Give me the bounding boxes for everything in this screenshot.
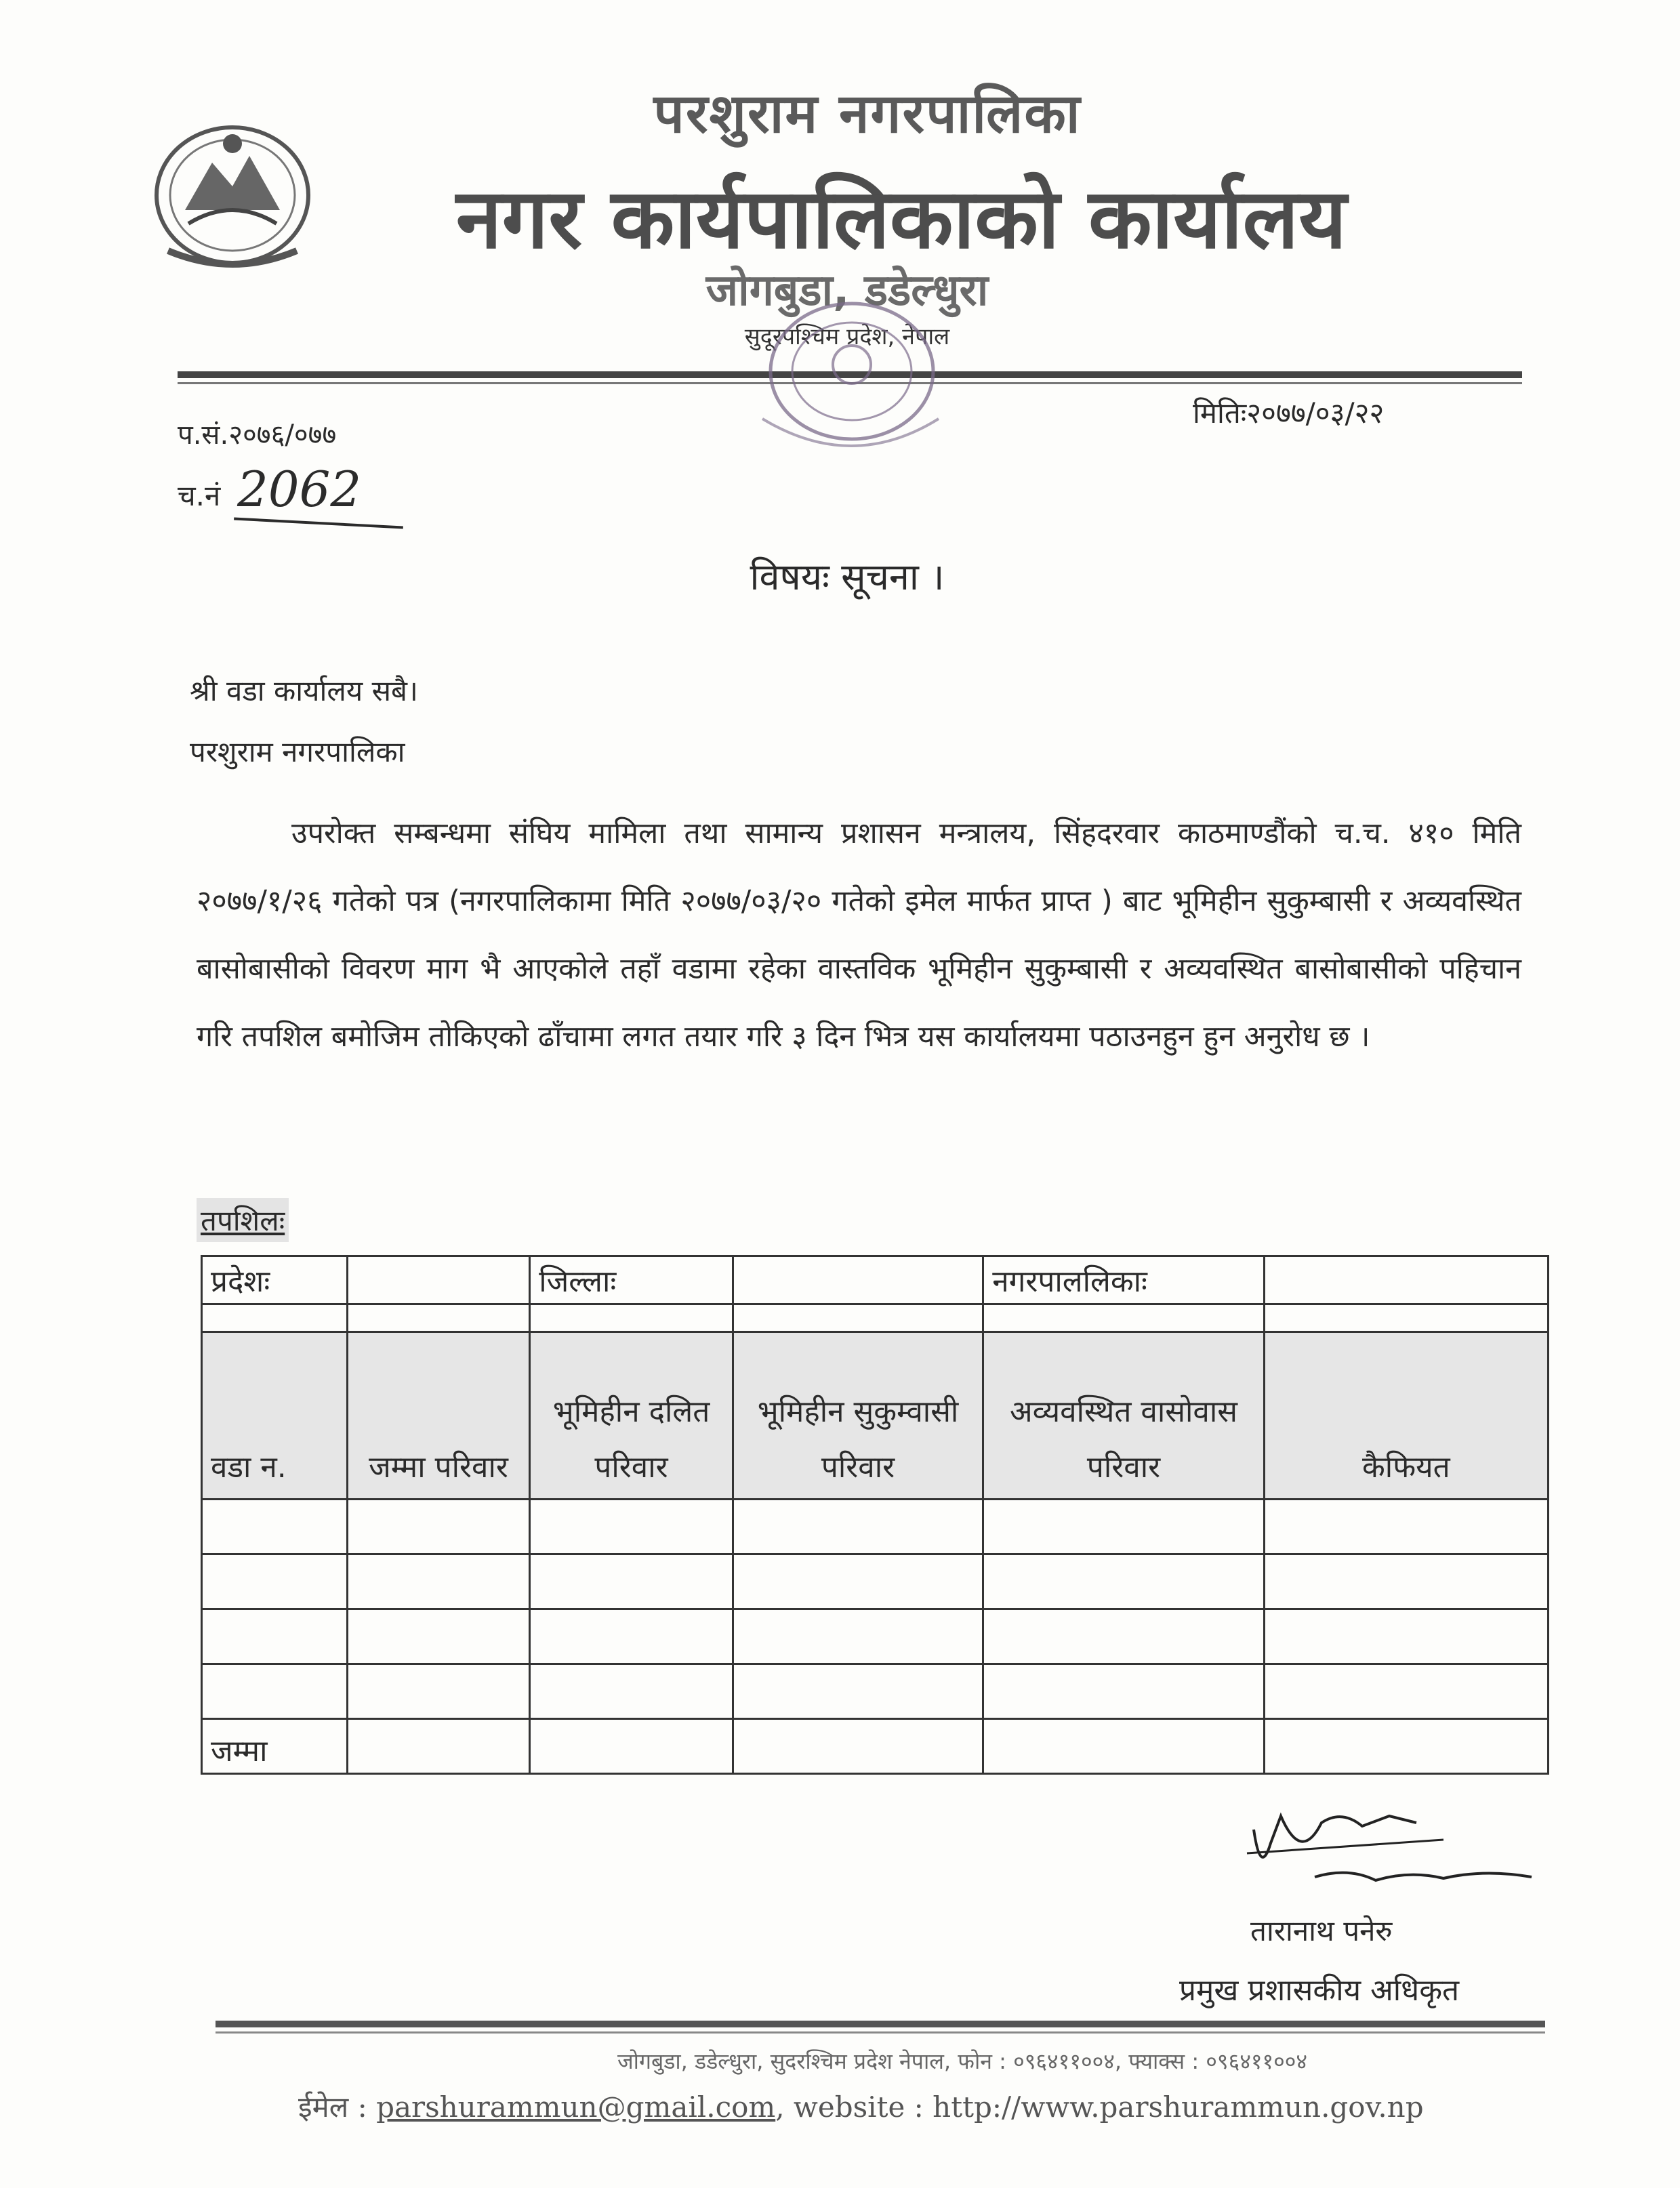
- province-value: [347, 1256, 530, 1304]
- table-row: [202, 1609, 1549, 1664]
- municipality-label: नगरपाललिकाः: [983, 1256, 1265, 1304]
- office-name: नगर कार्यपालिकाको कार्यालय: [455, 171, 1347, 267]
- table-meta-row: [202, 1256, 1549, 1304]
- letter-subject: विषयः सूचना ।: [750, 556, 945, 598]
- total-label: जम्मा: [202, 1719, 348, 1774]
- email-label: ईमेल :: [298, 2090, 367, 2124]
- table-row: [202, 1554, 1549, 1609]
- col-header-total-families: जम्मा परिवार: [347, 1332, 530, 1500]
- col-header-landless-squatter: भूमिहीन सुकुम्वासी परिवार: [733, 1332, 983, 1500]
- municipality-value: [1264, 1256, 1548, 1304]
- addressee-line-2: परशुराम नगरपालिका: [190, 735, 405, 768]
- office-province: सुदूरपश्चिम प्रदेश, नेपाल: [744, 323, 950, 350]
- office-location: जोगबुडा, डडेल्धुरा: [705, 266, 989, 316]
- table-row: [202, 1664, 1549, 1719]
- table-row: [202, 1500, 1549, 1554]
- signatory-title: प्रमुख प्रशासकीय अधिकृत: [1179, 1973, 1460, 2008]
- household-details-table: [201, 1255, 1549, 1775]
- footer-divider-thin: [216, 2031, 1545, 2034]
- details-label: तपशिलः: [197, 1198, 289, 1242]
- dispatch-number: 2062: [237, 461, 362, 518]
- district-label: जिल्लाः: [530, 1256, 733, 1304]
- district-value: [733, 1256, 983, 1304]
- footer-divider: [216, 2021, 1545, 2027]
- addressee-line-1: श्री वडा कार्यालय सबै।: [190, 674, 418, 707]
- col-header-informal-settler: अव्यवस्थित वासोवास परिवार: [983, 1332, 1265, 1500]
- province-label: प्रदेशः: [202, 1256, 348, 1304]
- col-header-landless-dalit: भूमिहीन दलित परिवार: [530, 1332, 733, 1500]
- col-header-ward: वडा न.: [202, 1332, 348, 1500]
- table-total-row: [202, 1719, 1549, 1774]
- office-stamp-icon: [735, 297, 969, 490]
- signatory-name: तारानाथ पनेरु: [1250, 1914, 1393, 1947]
- table-meta-row-2: [202, 1304, 1549, 1332]
- municipality-name: परशुराम नगरपालिका: [653, 82, 1082, 145]
- handwritten-signature-icon: [1240, 1802, 1565, 1897]
- footer-contact: [298, 2087, 1424, 2126]
- letter-body: उपरोक्त सम्बन्धमा संघिय मामिला तथा सामान्य प्रशासन मन्त्रालय, सिंहदरवार काठमाण्डौंको च.च. ४१० मिति २०७७/१/२६ गतेको पत्र (नगरपालिकामा मिति २०७७/०३/२० गतेको इमेल मार्फत प्राप्त ) बाट भूमिहीन सुकुम्बासी र अव्यवस्थित बासोबासीको विवरण माग भै आएकोले तहाँ वडामा रहेका वास्तविक भूमिहीन सुकुम्बासी र अव्यवस्थित बासोबासीको पहिचान गरि तपशिल बमोजिम तोकिएको ढाँचामा लगत तयार गरि ३ दिन भित्र यस कार्यालयमा पठाउनहुन हुन अनुरोध छ ।: [197, 817, 1521, 1054]
- email-link[interactable]: parshurammun@gmail.com: [376, 2090, 776, 2124]
- col-header-remarks: कैफियत: [1264, 1332, 1548, 1500]
- dispatch-underline: [234, 517, 403, 529]
- letter-date: मितिः२०७७/०३/२२: [1193, 396, 1385, 430]
- nepal-emblem-icon: [148, 115, 317, 278]
- reference-number: प.सं.२०७६/०७७: [178, 419, 337, 451]
- table-header-row: [202, 1332, 1549, 1500]
- footer-address: जोगबुडा, डडेल्धुरा, सुदरश्चिम प्रदेश नेपाल, फोन : ०९६४११००४, फ्याक्स : ०९६४११००४: [617, 2048, 1308, 2074]
- website-link[interactable]: , website : http://www.parshurammun.gov.np: [775, 2090, 1424, 2124]
- dispatch-label: च.नं: [178, 479, 221, 512]
